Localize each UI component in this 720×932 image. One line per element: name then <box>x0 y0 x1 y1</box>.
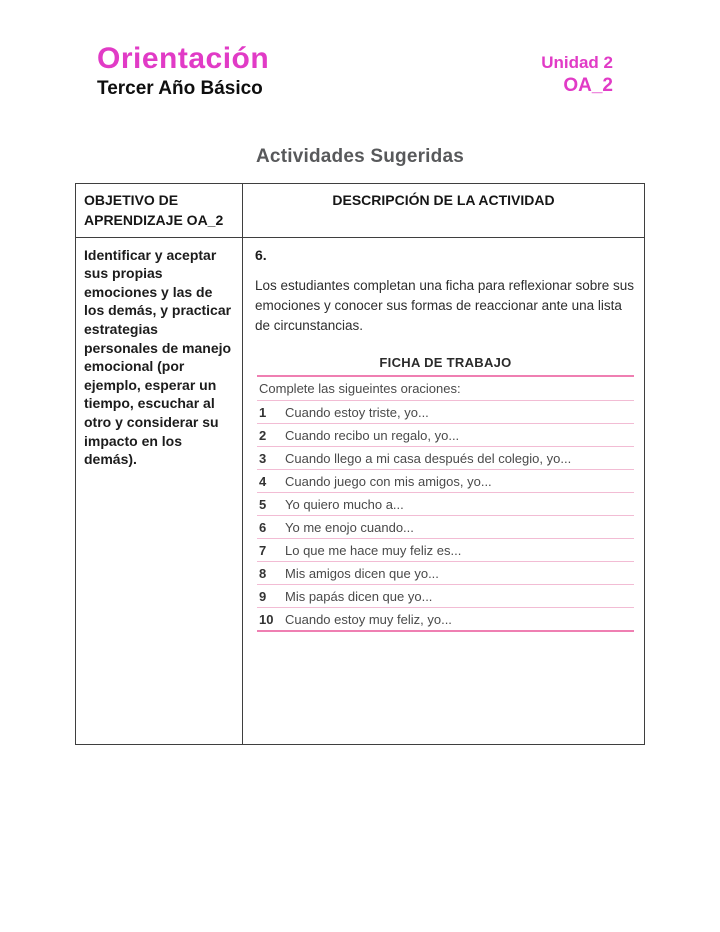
ficha-item-number: 4 <box>259 474 267 490</box>
ficha-item-number: 1 <box>259 405 267 421</box>
ficha-item-number: 8 <box>259 566 267 582</box>
ficha-item-number: 7 <box>259 543 267 559</box>
description-cell <box>243 238 646 744</box>
table-header-row <box>76 184 644 238</box>
subject-title: Orientación <box>97 42 270 75</box>
ficha-item-number: 10 <box>259 612 274 628</box>
ficha-item-number: 5 <box>259 497 267 513</box>
ficha-item-text: Cuando llego a mi casa después del colegio, yo... <box>285 451 572 467</box>
worksheet-card <box>257 355 634 632</box>
ficha-item <box>257 447 634 470</box>
ficha-item-text: Mis amigos dicen que yo... <box>285 566 439 582</box>
ficha-item-text: Yo quiero mucho a... <box>285 497 404 513</box>
oa-code-label: OA_2 <box>563 75 613 97</box>
objective-cell <box>76 238 243 744</box>
ficha-item <box>257 401 634 424</box>
objective-column-header: OBJETIVO DE APRENDIZAJE OA_2 <box>76 184 243 237</box>
ficha-item <box>257 562 634 585</box>
worksheet-instruction: Complete las sigueintes oraciones: <box>257 377 634 401</box>
description-column-header: DESCRIPCIÓN DE LA ACTIVIDAD <box>332 192 555 208</box>
ficha-item <box>257 493 634 516</box>
ficha-item-text: Cuando estoy muy feliz, yo... <box>285 612 452 628</box>
page-title: Actividades Sugeridas <box>256 146 464 167</box>
activity-number: 6. <box>255 246 267 263</box>
header-left <box>97 42 269 100</box>
unit-label: Unidad 2 <box>541 53 613 72</box>
objective-text: Identificar y aceptar sus propias emociones y las de los demás, y practicar estrategias personales de manejo emocional (por ejemplo, esperar un tiempo, escuchar al otro y considerar su impacto en los demás). <box>84 246 232 468</box>
activities-table <box>75 183 645 745</box>
ficha-item-number: 6 <box>259 520 267 536</box>
ficha-item-text: Mis papás dicen que yo... <box>285 589 433 605</box>
activity-description: Los estudiantes completan una ficha para reflexionar sobre sus emociones y conocer sus formas de reaccionar ante una lista de circunstancias. <box>255 277 634 334</box>
ficha-item-number: 9 <box>259 589 267 605</box>
ficha-item <box>257 539 634 562</box>
ficha-item-number: 2 <box>259 428 267 444</box>
ficha-item <box>257 585 634 608</box>
worksheet-title: FICHA DE TRABAJO <box>257 355 634 377</box>
ficha-item <box>257 470 634 493</box>
ficha-item <box>257 608 634 632</box>
table-body-row <box>76 238 644 744</box>
ficha-item-text: Cuando estoy triste, yo... <box>285 405 429 421</box>
header-right <box>541 52 613 99</box>
ficha-item-text: Cuando juego con mis amigos, yo... <box>285 474 492 490</box>
grade-subtitle: Tercer Año Básico <box>97 78 263 99</box>
ficha-item <box>257 516 634 539</box>
ficha-item-text: Lo que me hace muy feliz es... <box>285 543 462 559</box>
ficha-item-text: Cuando recibo un regalo, yo... <box>285 428 460 444</box>
ficha-item-number: 3 <box>259 451 267 467</box>
ficha-item-text: Yo me enojo cuando... <box>285 520 414 536</box>
ficha-item <box>257 424 634 447</box>
